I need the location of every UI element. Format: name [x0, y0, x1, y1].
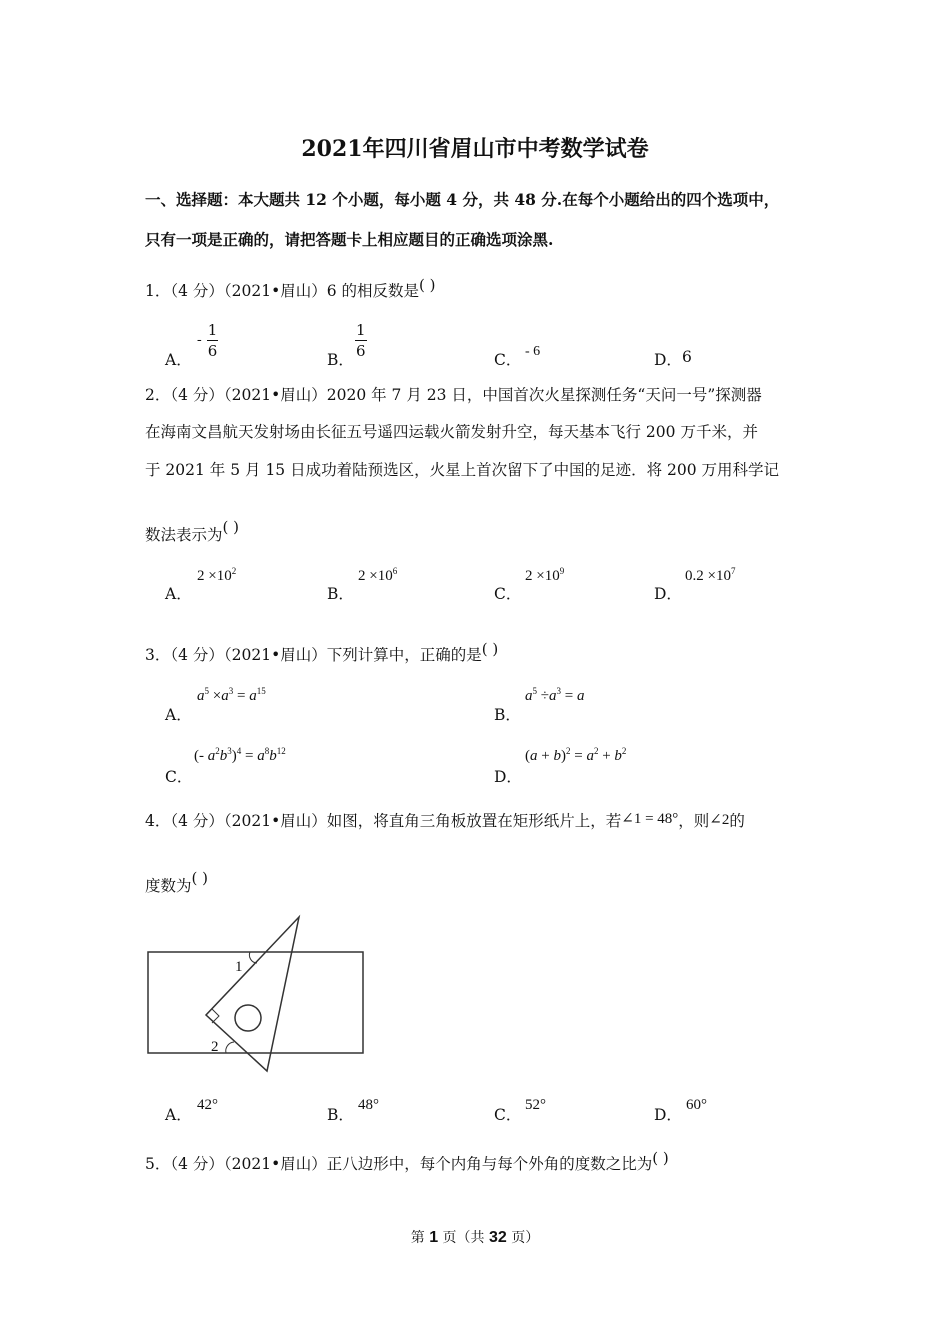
page-footer [0, 1227, 950, 1247]
question-2-line-3: 于 2021 年 5 月 15 日成功着陆预选区，火星上首次留下了中国的足迹．将 200 万用科学记 [145, 461, 780, 479]
q1-option-a-value [197, 320, 218, 361]
question-3-stem: 3．（4 分）（2021•眉山）下列计算中，正确的是 [145, 646, 482, 664]
q3-option-d-value: $(a + b)^2 = a^2 + b^2$ [525, 746, 627, 764]
question-1 [145, 276, 436, 301]
fraction-denominator: 6 [356, 342, 366, 360]
q3-option-a-label: A． [165, 706, 192, 724]
question-2-line-1: 2．（4 分）（2021•眉山）2020 年 7 月 23 日，中国首次火星探测任务“天问一号”探测器 [145, 386, 762, 404]
q2-option-b-label: B． [327, 585, 354, 603]
q3-option-b-value: $a^5 \div a^3 = a$ [525, 686, 585, 704]
q3-option-c-label: C． [165, 768, 193, 786]
right-triangle [206, 917, 299, 1071]
q2-option-c-label: C． [494, 585, 522, 603]
q4-option-a-label: A． [165, 1106, 192, 1124]
question-4-stem-tail: 的 [729, 812, 745, 830]
answer-blank: ( ) [481, 640, 499, 658]
angle-2-label: 2 [211, 1039, 219, 1055]
q4-option-b-value: 48° [358, 1097, 379, 1113]
page-title: 2021年四川省眉山市中考数学试卷 [301, 136, 649, 162]
q2-option-a-label: A． [165, 585, 192, 603]
question-4-stem: 4．（4 分）（2021•眉山）如图，将直角三角板放置在矩形纸片上，若 [145, 812, 622, 830]
section-heading-line-2: 只有一项是正确的，请把答题卡上相应题目的正确选项涂黑. [145, 230, 554, 249]
answer-blank: ( ) [419, 276, 436, 294]
question-4-stem-end: 度数为 [145, 877, 192, 895]
question-4-line-2 [145, 869, 208, 896]
answer-blank: ( ) [652, 1149, 669, 1167]
footer-middle: 页（共 [438, 1230, 489, 1246]
answer-blank: ( ) [222, 518, 239, 536]
q1-option-b-value [355, 320, 367, 361]
question-5 [145, 1149, 669, 1174]
q1-option-d-label: D． [654, 351, 682, 369]
q1-option-a-label: A． [165, 351, 192, 369]
angle-1-arc [249, 952, 257, 963]
triangle-ruler-figure [140, 910, 380, 1080]
fraction-numerator: 1 [356, 321, 366, 339]
question-2-stem-end: 数法表示为 [145, 526, 223, 544]
q4-option-d-value: 60° [686, 1097, 707, 1113]
question-4-line-1 [145, 809, 745, 831]
angle-2-arc [226, 1042, 234, 1053]
question-1-stem: 1．（4 分）（2021•眉山）6 的相反数是 [145, 282, 420, 300]
q4-option-a-value: 42° [197, 1097, 218, 1113]
q4-option-d-label: D． [654, 1106, 682, 1124]
footer-suffix: 页） [506, 1230, 540, 1246]
section-heading-line-1: 一、选择题：本大题共 12 个小题，每小题 4 分，共 48 分.在每个小题给出的四个选项中， [145, 190, 780, 209]
q2-option-c-value: $2 \times 10^9$ [525, 566, 565, 584]
angle-condition: ∠1 = 48° [621, 811, 679, 827]
rectangle-paper [148, 952, 363, 1053]
q3-option-b-label: B． [494, 706, 521, 724]
question-5-stem: 5．（4 分）（2021•眉山）正八边形中，每个内角与每个外角的度数之比为 [145, 1155, 653, 1173]
minus-sign: - [197, 332, 202, 348]
q4-option-c-label: C． [494, 1106, 522, 1124]
q4-option-c-value: 52° [525, 1097, 546, 1113]
q2-option-d-label: D． [654, 585, 682, 603]
q1-option-d-value: 6 [682, 348, 692, 366]
question-2-line-2: 在海南文昌航天发射场由长征五号遥四运载火箭发射升空，每天基本飞行 200 万千米，并 [145, 423, 758, 441]
answer-blank: ( ) [191, 869, 208, 887]
triangle-hole [235, 1005, 261, 1031]
question-4-stem-mid: ，则 [678, 812, 710, 830]
question-3 [145, 640, 499, 665]
q3-option-a-value: $a^5 \times a^3 = a^{15}$ [197, 686, 266, 704]
total-page-count: 32 [489, 1229, 507, 1246]
question-2-line-4 [145, 518, 239, 545]
q3-option-d-label: D． [494, 768, 522, 786]
q1-option-c-value: - 6 [525, 344, 541, 359]
q1-option-b-label: B． [327, 351, 354, 369]
footer-prefix: 第 [410, 1230, 430, 1246]
fraction-numerator: 1 [207, 321, 218, 339]
q2-option-a-value: $2 \times 10^2$ [197, 566, 237, 584]
q1-option-c-label: C． [494, 351, 522, 369]
q4-option-b-label: B． [327, 1106, 354, 1124]
q3-option-c-value: (- $a^2b^3)^4 = a^8b^{12}$ [194, 746, 286, 764]
current-page-number: 1 [429, 1229, 439, 1246]
fraction-denominator: 6 [207, 342, 218, 360]
angle-1-label: 1 [235, 959, 243, 975]
q2-option-b-value: $2 \times 10^6$ [358, 566, 398, 584]
angle-2-symbol: ∠2 [709, 812, 730, 828]
q2-option-d-value: $0.2 \times 10^7$ [685, 566, 736, 584]
